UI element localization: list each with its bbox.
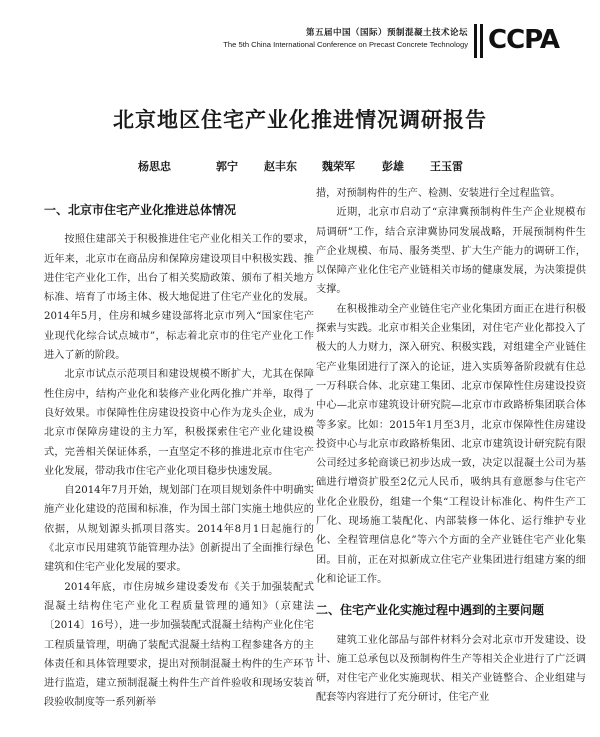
body-paragraph: 近期，北京市启动了“京津冀预制构件生产企业规模布局调研”工作，结合京津冀协同发展战略，开展预制构件生产企业规模、布局、服务类型、扩大生产能力的调研工作，以保障产业化住宅产业链相关市场的健康发展，为决策提供支撑。	[316, 207, 586, 296]
body-paragraph: 在积极推动全产业链住宅产业化集团方面正在进行积极探索与实践。北京市相关企业集团，对住宅产业化都投入了极大的人力财力，深入研究、积极实践，对组建全产业链住宅产业集团进行了深入的论证，进入实质筹备阶段就有住总一万科联合体、北京建工集团、北京市保障性住房建设投资中心—北京市建筑设计研究院—北京市市政路桥集团联合体等多家。比如：2015年1月至3月，北京市保障性住房建设投资中心与北京市政路桥集团、北京市建筑设计研究院有限公司经过多轮商谈已初步达成一致，决定以混凝土公司为基础进行增资扩股至2亿元人民币，吸纳具有意愿参与住宅产业化企业股份，组建一个集“工程设计标准化、构件生产工厂化、现场施工装配化、内部装修一体化、运行维护专业化、全程管理信息化”等六个方面的全产业链住宅产业化集团。目前，正在对拟新成立住宅产业集团进行组建方案的细化和论证工作。	[316, 303, 586, 585]
right-column	[316, 184, 586, 708]
section-heading: 一、北京市住宅产业化推进总体情况	[44, 203, 237, 217]
left-column	[44, 188, 314, 713]
body-paragraph: 自2014年7月开始，规划部门在项目规划条件中明确实施产业化建设的范围和标准，作为国土部门实施土地供应的依据，从规划源头抓项目落实。2014年8月1日起施行的《北京市民用建筑节能管理办法》创新提出了全面推行绿色建筑和住宅产业化发展的要求。	[44, 485, 314, 574]
author-name: 郭宁	[216, 160, 238, 173]
ccpa-logo	[474, 22, 574, 62]
conference-header	[0, 22, 600, 62]
body-paragraph: 北京市试点示范项目和建设规模不断扩大，尤其在保障性住房中，结构产业化和装修产业化两化推广并举，取得了良好效果。市保障性住房建设投资中心作为龙头企业，成为北京市保障房建设的主力军，积极探索住宅产业化建设模式，完善相关保证体系，一直坚定不移的推进北京市住宅产业化发展，带动我市住宅产业化项目稳步快速发展。	[44, 369, 314, 477]
section-heading: 二、住宅产业化实施过程中遇到的主要问题	[316, 603, 545, 618]
logo-text: CCPA	[488, 25, 559, 55]
author-name: 王玉雷	[430, 160, 463, 173]
author-name: 魏荣军	[322, 160, 355, 173]
conference-name-cn: 第五届中国（国际）预制混凝土技术论坛	[305, 28, 468, 38]
author-name: 杨思忠	[138, 160, 171, 173]
conference-name-en: The 5th China International Conference on Precast Concrete Technology	[223, 40, 468, 49]
author-name: 赵丰东	[264, 160, 297, 173]
body-paragraph: 措，对预制构件的生产、检测、安装进行全过程监管。	[316, 188, 561, 199]
body-paragraph: 按照住建部关于积极推进住宅产业化相关工作的要求，近年来，北京市在商品房和保障房建设项目中积极实践、推进住宅产业化工作，出台了相关奖励政策、颁布了相关地方标准、培育了市场主体、极大地促进了住宅产业化的发展。2014年5月，住房和城乡建设部将北京市列入“国家住宅产业现代化综合试点城市”，标志着北京市的住宅产业化工作进入了新的阶段。	[44, 234, 314, 362]
paper-title: 北京地区住宅产业化推进情况调研报告	[113, 108, 487, 132]
body-paragraph: 建筑工业化部品与部件材料分会对北京市开发建设、设计、施工总承包以及预制构件生产等相关企业进行了广泛调研，对住宅产业化实施现状、相关产业链整合、企业组建与配套等内容进行了充分研讨，住宅产业	[316, 634, 586, 704]
body-paragraph: 2014年底，市住房城乡建设委发布《关于加强装配式混凝土结构住宅产业化工程质量管理的通知》（京建法〔2014〕16号），进一步加强装配式混凝土结构产业化住宅工程质量管理，明确了装配式混凝土结构工程参建各方的主体责任和具体管理要求，提出对预制混凝土构件的生产环节进行监造，建立预制混凝土构件生产首件验收和现场安装首段验收制度等一系列新举	[44, 581, 314, 709]
author-name: 彭雄	[382, 160, 404, 173]
